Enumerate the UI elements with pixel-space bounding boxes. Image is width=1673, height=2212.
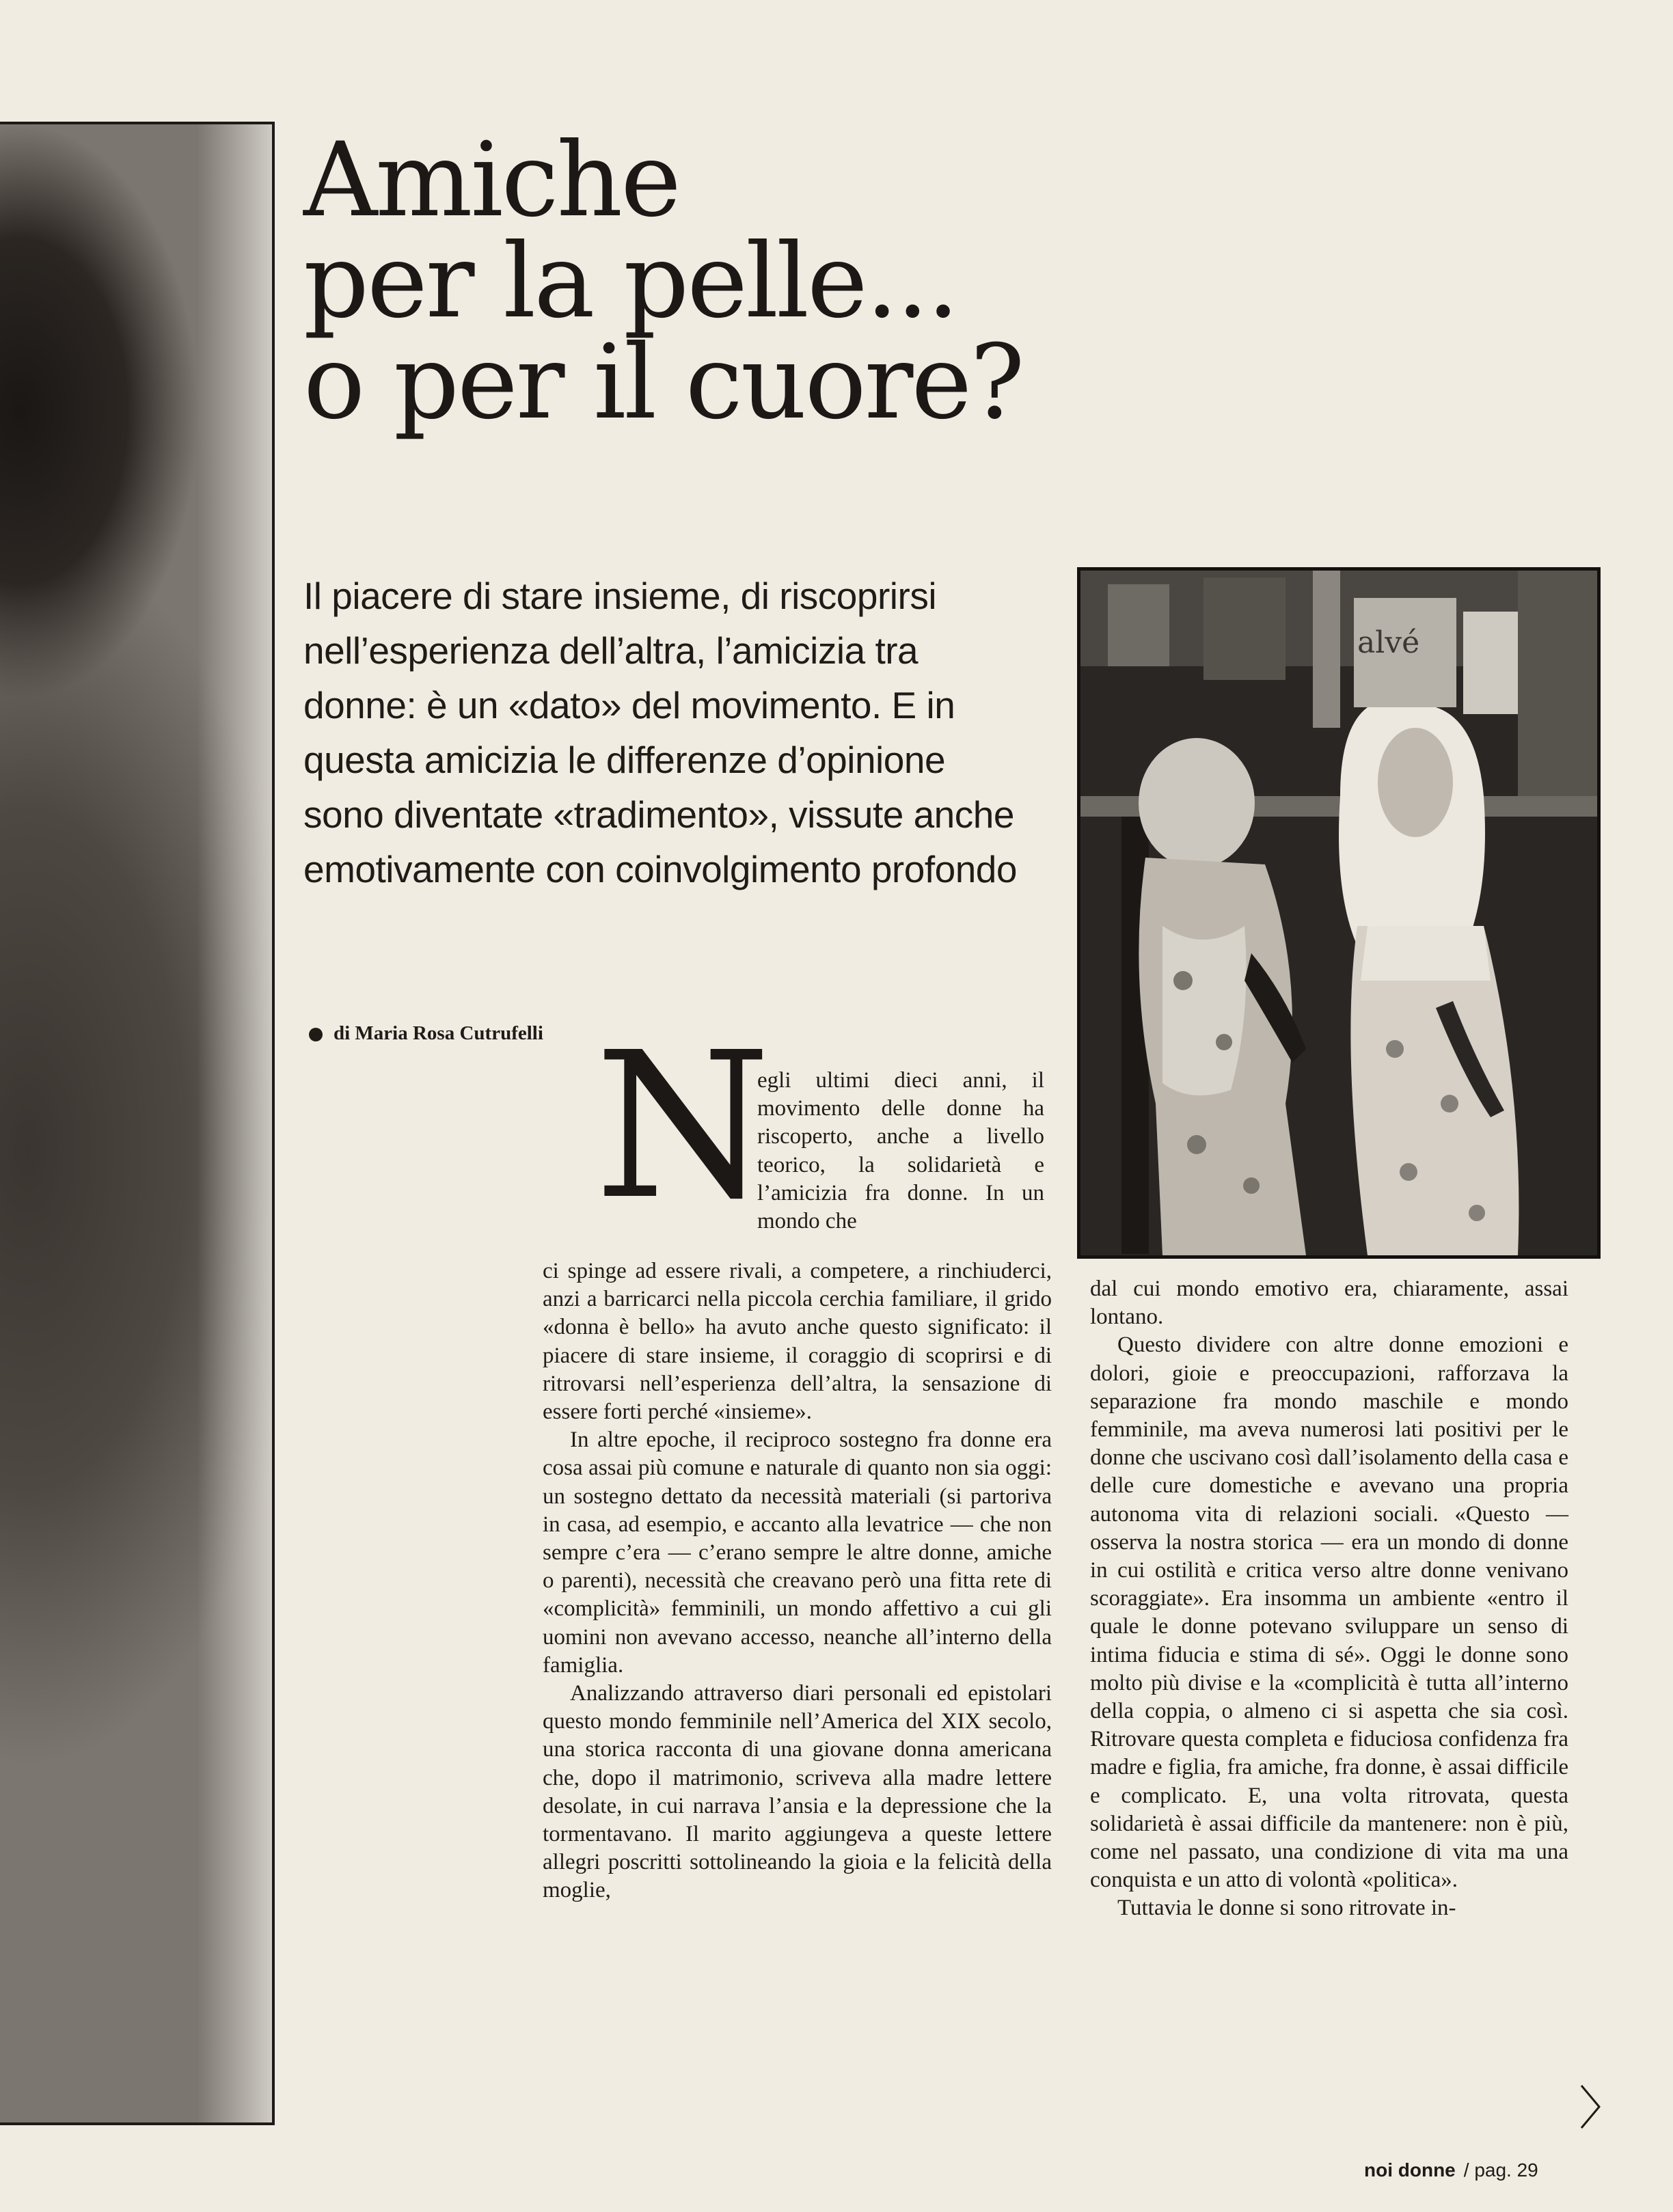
byline-text: di Maria Rosa Cutrufelli: [334, 1022, 543, 1044]
col2-paragraph-1: dal cui mondo emotivo era, chiaramente, assai lontano.: [1090, 1276, 1568, 1330]
headline-line-3: o per il cuore?: [303, 323, 1023, 442]
opening-text: egli ultimi dieci anni, il movimento delle donne ha riscoperto, anche a livello teorico, la solidarietà e l’amicizia fra donne. In un mondo che: [757, 1068, 1044, 1234]
drop-cap: N: [595, 1009, 772, 1244]
article-column-2: [1090, 1275, 1568, 1923]
col2-paragraph-2: Questo dividere con altre donne emozioni e dolori, gioie e preoccupazioni, rafforzava la separazione fra mondo maschile e mondo femminile, ma aveva numerosi lati positivi per le donne che uscivano così dall’isolamento della casa e delle cure domestiche e avevano una propria autonoma vita di relazioni sociali. «Questo — osserva la nostra storica — era un mondo di donne in cui ostilità e critica verso altre donne venivano scoraggiate». Era insomma un ambiente «entro il quale le donne potevano sviluppare un senso di intima fiducia e stima di sé». Oggi le donne sono molto più divise e la «complicità è tutta all’interno della coppia, o almeno ci si aspetta che sia così. Ritrovare questa completa e fiduciosa confidenza fra madre e figlia, fra amiche, fra donne, è assai difficile e complicato. E, una volta ritrovata, questa solidarietà è assai difficile da mantenere: non è più, come nel passato, una condizione di vita ma una conquista e un atto di volontà «politica».: [1090, 1333, 1568, 1893]
right-photo: [1077, 567, 1601, 1259]
sign-text: alvé: [1357, 625, 1420, 660]
col1-paragraph-1: ci spinge ad essere rivali, a competere, a rinchiuderci, anzi a barricarci nella piccola cerchia familiare, il grido «donna è bello» ha avuto anche questo significato: il piacere di stare insieme, il coraggio di scoprirsi e di ritrovarsi nell’esperienza dell’altra, la sensazione di essere forti perché «insieme».: [543, 1259, 1052, 1425]
byline: [309, 1022, 543, 1045]
col1-paragraph-2: In altre epoche, il reciproco sostegno fra donne era cosa assai più comune e naturale di quanto non sia oggi: un sostegno dettato da necessità materiali (si partoriva in casa, ad esempio, e accanto alla levatrice — che non sempre c’era — c’erano sempre le altre donne, amiche o parenti), necessità che creavano però una fitta rete di «complicità» femminili, un mondo affettivo a cui gli uomini non avevano accesso, neanche all’interno della famiglia.: [543, 1428, 1052, 1678]
col2-paragraph-3: Tuttavia le donne si sono ritrovate in-: [1117, 1896, 1456, 1921]
lead-paragraph: Il piacere di stare insieme, di riscoprirsi nell’esperienza dell’altra, l’amicizia tra donne: è un «dato» del movimento. E in questa amicizia le differenze d’opinione sono diventate «tradimento», vissute anche emotivamente con coinvolgimento profondo: [303, 575, 1017, 890]
continue-arrow-icon: [1579, 2083, 1602, 2131]
article-column-1: [543, 1257, 1052, 1905]
page-footer: [1364, 2159, 1538, 2181]
article-opening: [595, 1009, 1052, 1256]
page-number: / pag. 29: [1463, 2159, 1538, 2181]
girls-photo-illustration: [1080, 571, 1597, 1255]
headline: [303, 121, 1124, 442]
bullet-icon: [309, 1028, 323, 1041]
left-photo: [0, 122, 275, 2125]
left-photo-highlight: [197, 124, 272, 2122]
col1-paragraph-3: Analizzando attraverso diari personali ed epistolari questo mondo femminile nell’America del XIX secolo, una storica racconta di una giovane donna americana che, dopo il matrimonio, scriveva alla madre lettere desolate, in cui narrava l’ansia e la depressione che la tormentavano. Il marito aggiungeva a queste lettere allegri poscritti sottolineando la gioia e la felicità della moglie,: [543, 1681, 1052, 1903]
headline-line-2: per la pelle...: [303, 222, 957, 341]
magazine-name: noi donne: [1364, 2159, 1456, 2181]
headline-line-1: Amiche: [303, 121, 679, 240]
